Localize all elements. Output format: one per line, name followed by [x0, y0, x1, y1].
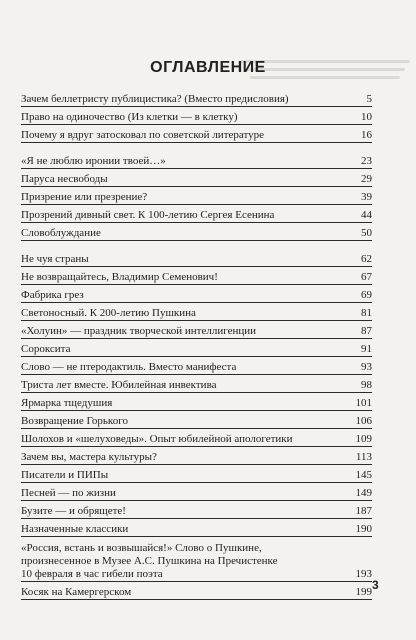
toc-entry-title: Зачем беллетристу публицистика? (Вместо предисловия) [21, 93, 289, 105]
contents-heading: ОГЛАВЛЕНИЕ [150, 59, 266, 76]
toc-entry [21, 447, 372, 465]
toc-entry [21, 187, 372, 205]
toc-entry-title: Прозрений дивный свет. К 100-летию Сергея Есенина [21, 209, 275, 221]
toc-entry [21, 303, 372, 321]
page-number: 3 [372, 578, 379, 592]
toc-entry-page: 39 [361, 191, 372, 203]
toc-entry-title: Не чуя страны [21, 253, 89, 265]
toc-entry-title: Косяк на Камергерском [21, 586, 132, 598]
toc-entry-title: Ярмарка тщедушия [21, 397, 113, 409]
toc-entry [21, 375, 372, 393]
toc-entry [21, 483, 372, 501]
toc-entry-title: Бузите — и обрящете! [21, 505, 126, 517]
toc-entry-page: 29 [361, 173, 372, 185]
toc-entry [21, 321, 372, 339]
toc-entry-title: Песней — по жизни [21, 487, 116, 499]
toc-entry [21, 223, 372, 241]
toc-entry-page: 87 [361, 325, 372, 337]
toc-entry [21, 393, 372, 411]
toc-entry-page: 23 [361, 155, 372, 167]
toc-entry-page: 106 [355, 415, 372, 427]
toc-entry-title: Возвращение Горького [21, 415, 128, 427]
toc-entry [21, 267, 372, 285]
toc-entry-page: 187 [355, 505, 372, 517]
toc-entry-title: Светоносный. К 200-летию Пушкина [21, 307, 196, 319]
toc-entry [21, 91, 372, 107]
toc-entry-page: 62 [361, 253, 372, 265]
toc-entry-title: Паруса несвободы [21, 173, 108, 185]
toc-entry [21, 519, 372, 537]
toc-entry-page: 109 [355, 433, 372, 445]
toc-entry-title: Право на одиночество (Из клетки — в клетку) [21, 111, 238, 123]
toc-entry-title: «Я не люблю иронии твоей…» [21, 155, 166, 167]
toc-entry [21, 143, 372, 169]
toc-entry-title: Почему я вдруг затосковал по советской литературе [21, 129, 265, 141]
toc-entry [21, 411, 372, 429]
toc-entry-page: 193 [355, 568, 372, 580]
toc-entry-title: Сороксита [21, 343, 71, 355]
toc-entry [21, 107, 372, 125]
toc-entry-title: Назначенные классики [21, 523, 129, 535]
toc-entry-page: 101 [355, 397, 372, 409]
toc-entry-title: «Россия, встань и возвышайся!» Слово о Пушкине, произнесенное в Музее А.С. Пушкина на Пречистенке 10 февраля в час гибели поэта [21, 542, 278, 580]
toc-entry [21, 125, 372, 143]
toc-entry-title: Шолохов и «шелуховеды». Опыт юбилейной апологетики [21, 433, 293, 445]
toc-entry-page: 149 [355, 487, 372, 499]
toc-entry [21, 285, 372, 303]
table-of-contents [21, 91, 372, 600]
toc-entry-page: 91 [361, 343, 372, 355]
toc-entry-title: Писатели и ПИПы [21, 469, 109, 481]
toc-entry-page: 10 [361, 111, 372, 123]
toc-entry-page: 190 [355, 523, 372, 535]
toc-entry-title: Словоблуждание [21, 227, 101, 239]
toc-entry-page: 50 [361, 227, 372, 239]
toc-entry-page: 93 [361, 361, 372, 373]
toc-entry-title: Слово — не птеродактиль. Вместо манифеста [21, 361, 237, 373]
toc-entry [21, 582, 372, 600]
toc-entry [21, 241, 372, 267]
toc-entry-page: 67 [361, 271, 372, 283]
toc-entry-page: 113 [355, 451, 372, 463]
toc-entry [21, 429, 372, 447]
toc-entry-page: 44 [361, 209, 372, 221]
toc-entry-page: 5 [366, 93, 372, 105]
toc-entry-page: 81 [361, 307, 372, 319]
toc-entry [21, 537, 372, 582]
toc-entry-page: 145 [355, 469, 372, 481]
toc-entry-title: Фабрика грез [21, 289, 84, 301]
toc-entry-title: Триста лет вместе. Юбилейная инвектива [21, 379, 217, 391]
toc-entry-page: 199 [355, 586, 372, 598]
toc-entry-page: 16 [361, 129, 372, 141]
toc-entry-title: Зачем вы, мастера культуры? [21, 451, 157, 463]
toc-entry [21, 357, 372, 375]
toc-entry-page: 98 [361, 379, 372, 391]
toc-entry [21, 205, 372, 223]
toc-entry-title: Призрение или презрение? [21, 191, 148, 203]
toc-entry-title: Не возвращайтесь, Владимир Семенович! [21, 271, 218, 283]
toc-entry [21, 339, 372, 357]
toc-entry-page: 69 [361, 289, 372, 301]
toc-entry [21, 501, 372, 519]
toc-entry [21, 465, 372, 483]
toc-entry [21, 169, 372, 187]
toc-entry-title: «Холуин» — праздник творческой интеллигенции [21, 325, 257, 337]
